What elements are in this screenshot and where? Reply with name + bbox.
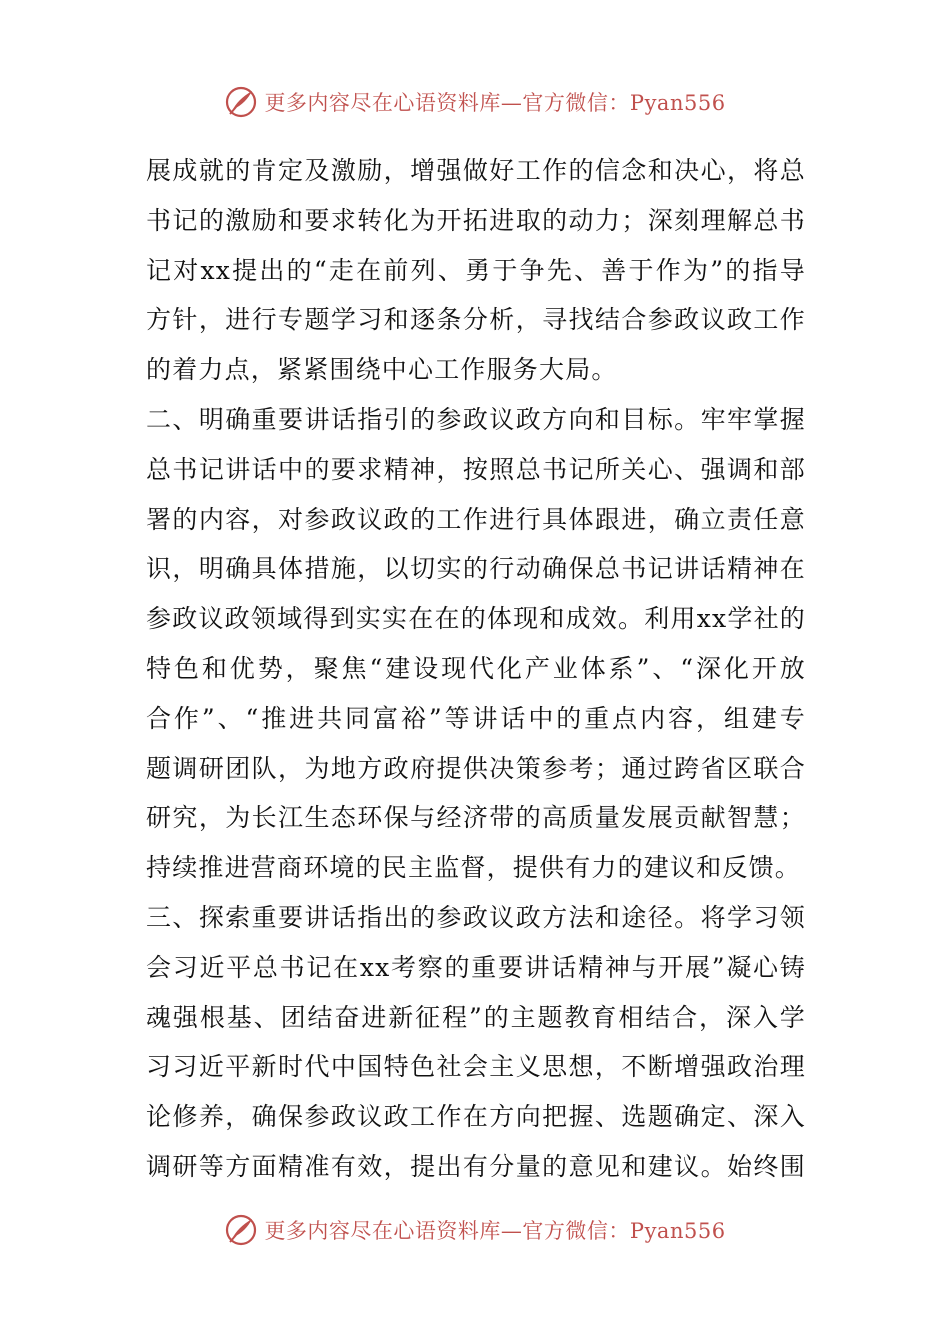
watermark-text: 更多内容尽在心语资料库—官方微信：Pyan556 [264, 91, 726, 115]
text-line: 合作”、“推进共同富裕”等讲话中的重点内容，组建专 [146, 703, 806, 733]
paragraph-1 [146, 146, 806, 395]
text-line: 书记的激励和要求转化为开拓进取的动力；深刻理解总书 [146, 205, 806, 235]
paragraph-2 [146, 395, 806, 893]
text-line: 方针，进行专题学习和逐条分析，寻找结合参政议政工作 [146, 305, 806, 335]
pen-quill-logo-icon [224, 85, 258, 119]
document-body [146, 146, 806, 1192]
watermark-text: 更多内容尽在心语资料库—官方微信：Pyan556 [264, 1219, 726, 1243]
footer-watermark [0, 1210, 950, 1250]
text-line: 的着力点，紧紧围绕中心工作服务大局。 [146, 355, 618, 385]
text-line: 会习近平总书记在xx考察的重要讲话精神与开展”凝心铸 [146, 952, 806, 982]
header-watermark [0, 82, 950, 122]
text-line: 二、明确重要讲话指引的参政议政方向和目标。牢牢掌握 [146, 404, 806, 434]
text-line: 持续推进营商环境的民主监督，提供有力的建议和反馈。 [146, 853, 802, 883]
text-line: 识，明确具体措施，以切实的行动确保总书记讲话精神在 [146, 554, 806, 584]
text-line: 论修养，确保参政议政工作在方向把握、选题确定、深入 [146, 1102, 806, 1132]
text-line: 记对xx提出的“走在前列、勇于争先、善于作为”的指导 [146, 255, 806, 285]
text-line: 魂强根基、团结奋进新征程”的主题教育相结合，深入学 [146, 1002, 806, 1032]
text-line: 总书记讲话中的要求精神，按照总书记所关心、强调和部 [146, 454, 806, 484]
text-line: 三、探索重要讲话指出的参政议政方法和途径。将学习领 [146, 902, 806, 932]
text-line: 署的内容，对参政议政的工作进行具体跟进，确立责任意 [146, 504, 806, 534]
text-line: 特色和优势，聚焦“建设现代化产业体系”、“深化开放 [146, 653, 806, 683]
text-line: 研究，为长江生态环保与经济带的高质量发展贡献智慧； [146, 803, 806, 833]
text-line: 调研等方面精准有效，提出有分量的意见和建议。始终围 [146, 1151, 806, 1181]
pen-quill-logo-icon [224, 1213, 258, 1247]
text-line: 题调研团队，为地方政府提供决策参考；通过跨省区联合 [146, 753, 806, 783]
text-line: 参政议政领域得到实实在在的体现和成效。利用xx学社的 [146, 604, 806, 634]
paragraph-3 [146, 893, 806, 1192]
text-line: 习习近平新时代中国特色社会主义思想，不断增强政治理 [146, 1052, 806, 1082]
text-line: 展成就的肯定及激励，增强做好工作的信念和决心，将总 [146, 156, 806, 185]
